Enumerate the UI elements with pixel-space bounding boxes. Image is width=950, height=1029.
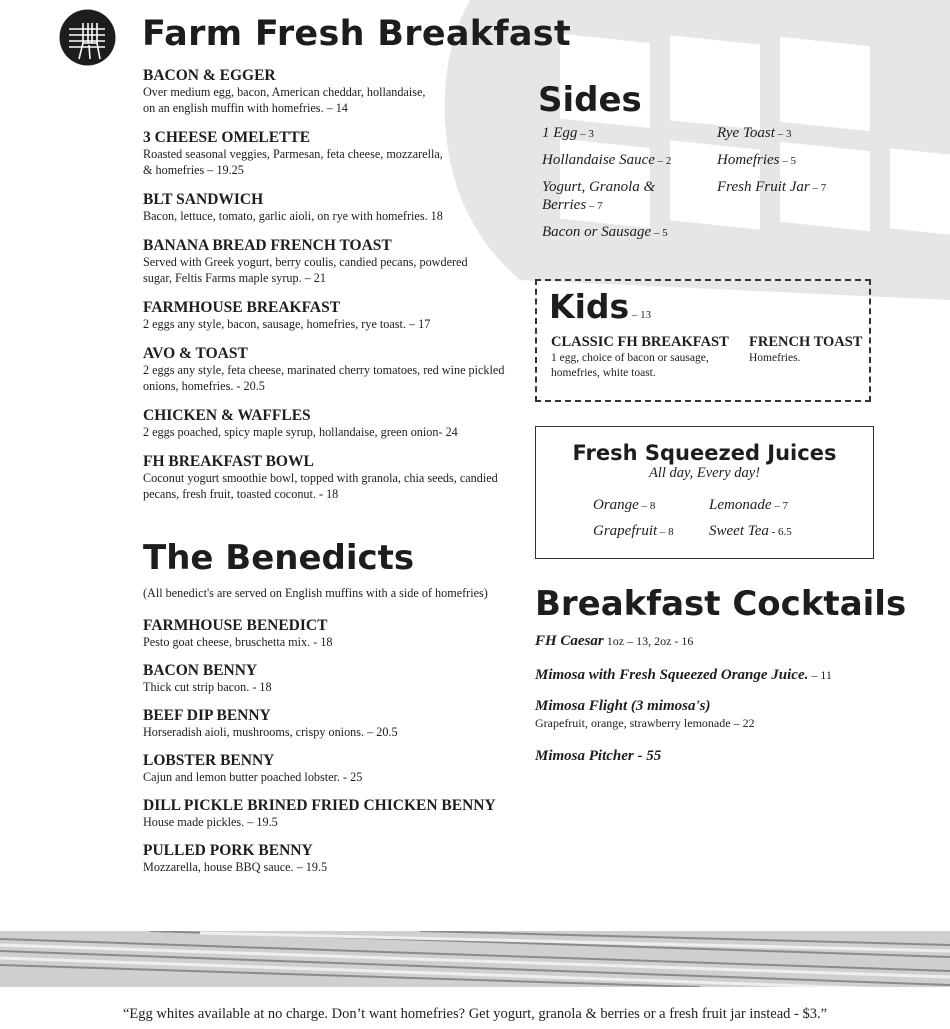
item-name: PULLED PORK BENNY <box>143 842 313 859</box>
menu-item <box>143 345 523 394</box>
cocktail-item <box>535 664 935 684</box>
chair-logo-icon <box>59 9 116 66</box>
wood-texture-banner <box>0 931 950 987</box>
item-desc: Coconut yogurt smoothie bowl, topped with granola, chia seeds, candied <box>143 471 498 485</box>
menu-item <box>143 797 543 830</box>
item-desc: Cajun and lemon butter poached lobster. - 25 <box>143 770 363 784</box>
item-desc: Grapefruit, orange, strawberry lemonade – 22 <box>535 716 755 730</box>
menu-item <box>143 299 523 332</box>
item-name: FARMHOUSE BREAKFAST <box>143 299 341 316</box>
item-name: CHICKEN & WAFFLES <box>143 407 311 424</box>
item-desc: Over medium egg, bacon, American cheddar, hollandaise, <box>143 85 426 99</box>
item-desc: Homefries. <box>749 352 801 364</box>
juice-item: Orange – 8 <box>593 497 656 513</box>
item-desc: House made pickles. – 19.5 <box>143 815 278 829</box>
item-price: – 11 <box>808 668 832 682</box>
sides-section <box>538 80 868 242</box>
menu-item <box>143 707 543 740</box>
cocktails-section <box>535 584 935 779</box>
item-name: Mimosa Flight (3 mimosa's) <box>535 698 711 714</box>
item-desc: 2 eggs poached, spicy maple syrup, hollandaise, green onion- 24 <box>143 425 458 439</box>
item-desc: Mozzarella, house BBQ sauce. – 19.5 <box>143 860 328 874</box>
side-item: Homefries – 5 <box>717 152 796 168</box>
menu-item <box>143 129 523 178</box>
section-title: Sides <box>538 80 642 120</box>
cocktail-item <box>535 698 935 731</box>
side-item: Bacon or Sausage – 5 <box>542 224 668 240</box>
section-title: The Benedicts <box>143 538 415 578</box>
juice-item: Grapefruit – 8 <box>593 523 674 539</box>
item-name: 3 CHEESE OMELETTE <box>143 129 311 146</box>
side-item: Yogurt, Granola & Berries – 7 <box>542 179 656 213</box>
item-name: Mimosa with Fresh Squeezed Orange Juice. <box>535 667 809 683</box>
section-title: Fresh Squeezed Juices <box>572 441 837 465</box>
item-desc: sugar, Feltis Farms maple syrup. – 21 <box>143 271 326 285</box>
breakfast-list <box>143 67 523 515</box>
menu-item <box>143 67 523 116</box>
item-desc: Horseradish aioli, mushrooms, crispy onions. – 20.5 <box>143 725 398 739</box>
cocktail-item <box>535 630 935 650</box>
item-desc: Roasted seasonal veggies, Parmesan, feta cheese, mozzarella, <box>143 147 443 161</box>
side-item: Hollandaise Sauce – 2 <box>542 152 672 168</box>
item-name: Mimosa Pitcher - 55 <box>535 748 662 764</box>
menu-item <box>143 237 523 286</box>
menu-item <box>143 617 543 650</box>
menu-item <box>143 842 543 875</box>
item-desc: 1 egg, choice of bacon or sausage, homefries, white toast. <box>551 352 709 379</box>
cocktail-item <box>535 745 935 765</box>
item-name: AVO & TOAST <box>143 345 248 362</box>
section-title: Kids – 13 <box>549 287 652 326</box>
item-desc: onions, homefries. - 20.5 <box>143 379 265 393</box>
benedicts-section <box>143 538 543 887</box>
side-item: 1 Egg – 3 <box>542 125 594 141</box>
menu-item <box>143 407 523 440</box>
juice-item: Sweet Tea - 6.5 <box>709 523 792 539</box>
item-desc: Served with Greek yogurt, berry coulis, candied pecans, powdered <box>143 255 468 269</box>
item-desc: Thick cut strip bacon. - 18 <box>143 680 272 694</box>
item-desc: & homefries – 19.25 <box>143 163 244 177</box>
menu-item <box>143 453 523 502</box>
item-name: BEEF DIP BENNY <box>143 707 271 724</box>
section-subtitle: All day, Every day! <box>648 465 761 481</box>
item-name: LOBSTER BENNY <box>143 752 275 769</box>
footer-note: “Egg whites available at no charge. Don’t want homefries? Get yogurt, granola & berries or a fresh fruit jar instead - $3.” <box>122 1006 828 1022</box>
item-name: CLASSIC FH BREAKFAST <box>551 334 729 350</box>
item-price: 1oz – 13, 2oz - 16 <box>603 634 694 648</box>
item-name: BACON & EGGER <box>143 67 276 84</box>
item-name: FARMHOUSE BENEDICT <box>143 617 328 634</box>
item-desc: pecans, fresh fruit, toasted coconut. - 18 <box>143 487 339 501</box>
menu-item <box>143 752 543 785</box>
kids-price: – 13 <box>629 309 652 321</box>
item-name: FRENCH TOAST <box>749 334 863 350</box>
kids-section <box>535 279 871 402</box>
side-item: Fresh Fruit Jar – 7 <box>717 179 827 195</box>
item-name: BLT SANDWICH <box>143 191 264 208</box>
item-name: FH Caesar <box>535 633 604 649</box>
item-desc: 2 eggs any style, bacon, sausage, homefries, rye toast. – 17 <box>143 317 431 331</box>
item-desc: 2 eggs any style, feta cheese, marinated cherry tomatoes, red wine pickled <box>143 363 505 377</box>
item-desc: Pesto goat cheese, bruschetta mix. - 18 <box>143 635 333 649</box>
benedicts-note: (All benedict's are served on English muffins with a side of homefries) <box>143 586 488 600</box>
page-title: Farm Fresh Breakfast <box>142 14 571 54</box>
side-item: Rye Toast – 3 <box>717 125 792 141</box>
item-desc: on an english muffin with homefries. – 14 <box>143 101 348 115</box>
item-name: DILL PICKLE BRINED FRIED CHICKEN BENNY <box>143 797 496 814</box>
menu-item <box>143 191 523 224</box>
item-name: BANANA BREAD FRENCH TOAST <box>143 237 392 254</box>
juice-item: Lemonade – 7 <box>709 497 788 513</box>
menu-item <box>143 662 543 695</box>
item-name: FH BREAKFAST BOWL <box>143 453 314 470</box>
item-desc: Bacon, lettuce, tomato, garlic aioli, on rye with homefries. 18 <box>143 209 443 223</box>
section-title: Breakfast Cocktails <box>535 584 907 624</box>
menu-item <box>749 334 874 366</box>
menu-item <box>551 334 731 381</box>
juices-section <box>535 426 874 559</box>
item-name: BACON BENNY <box>143 662 258 679</box>
